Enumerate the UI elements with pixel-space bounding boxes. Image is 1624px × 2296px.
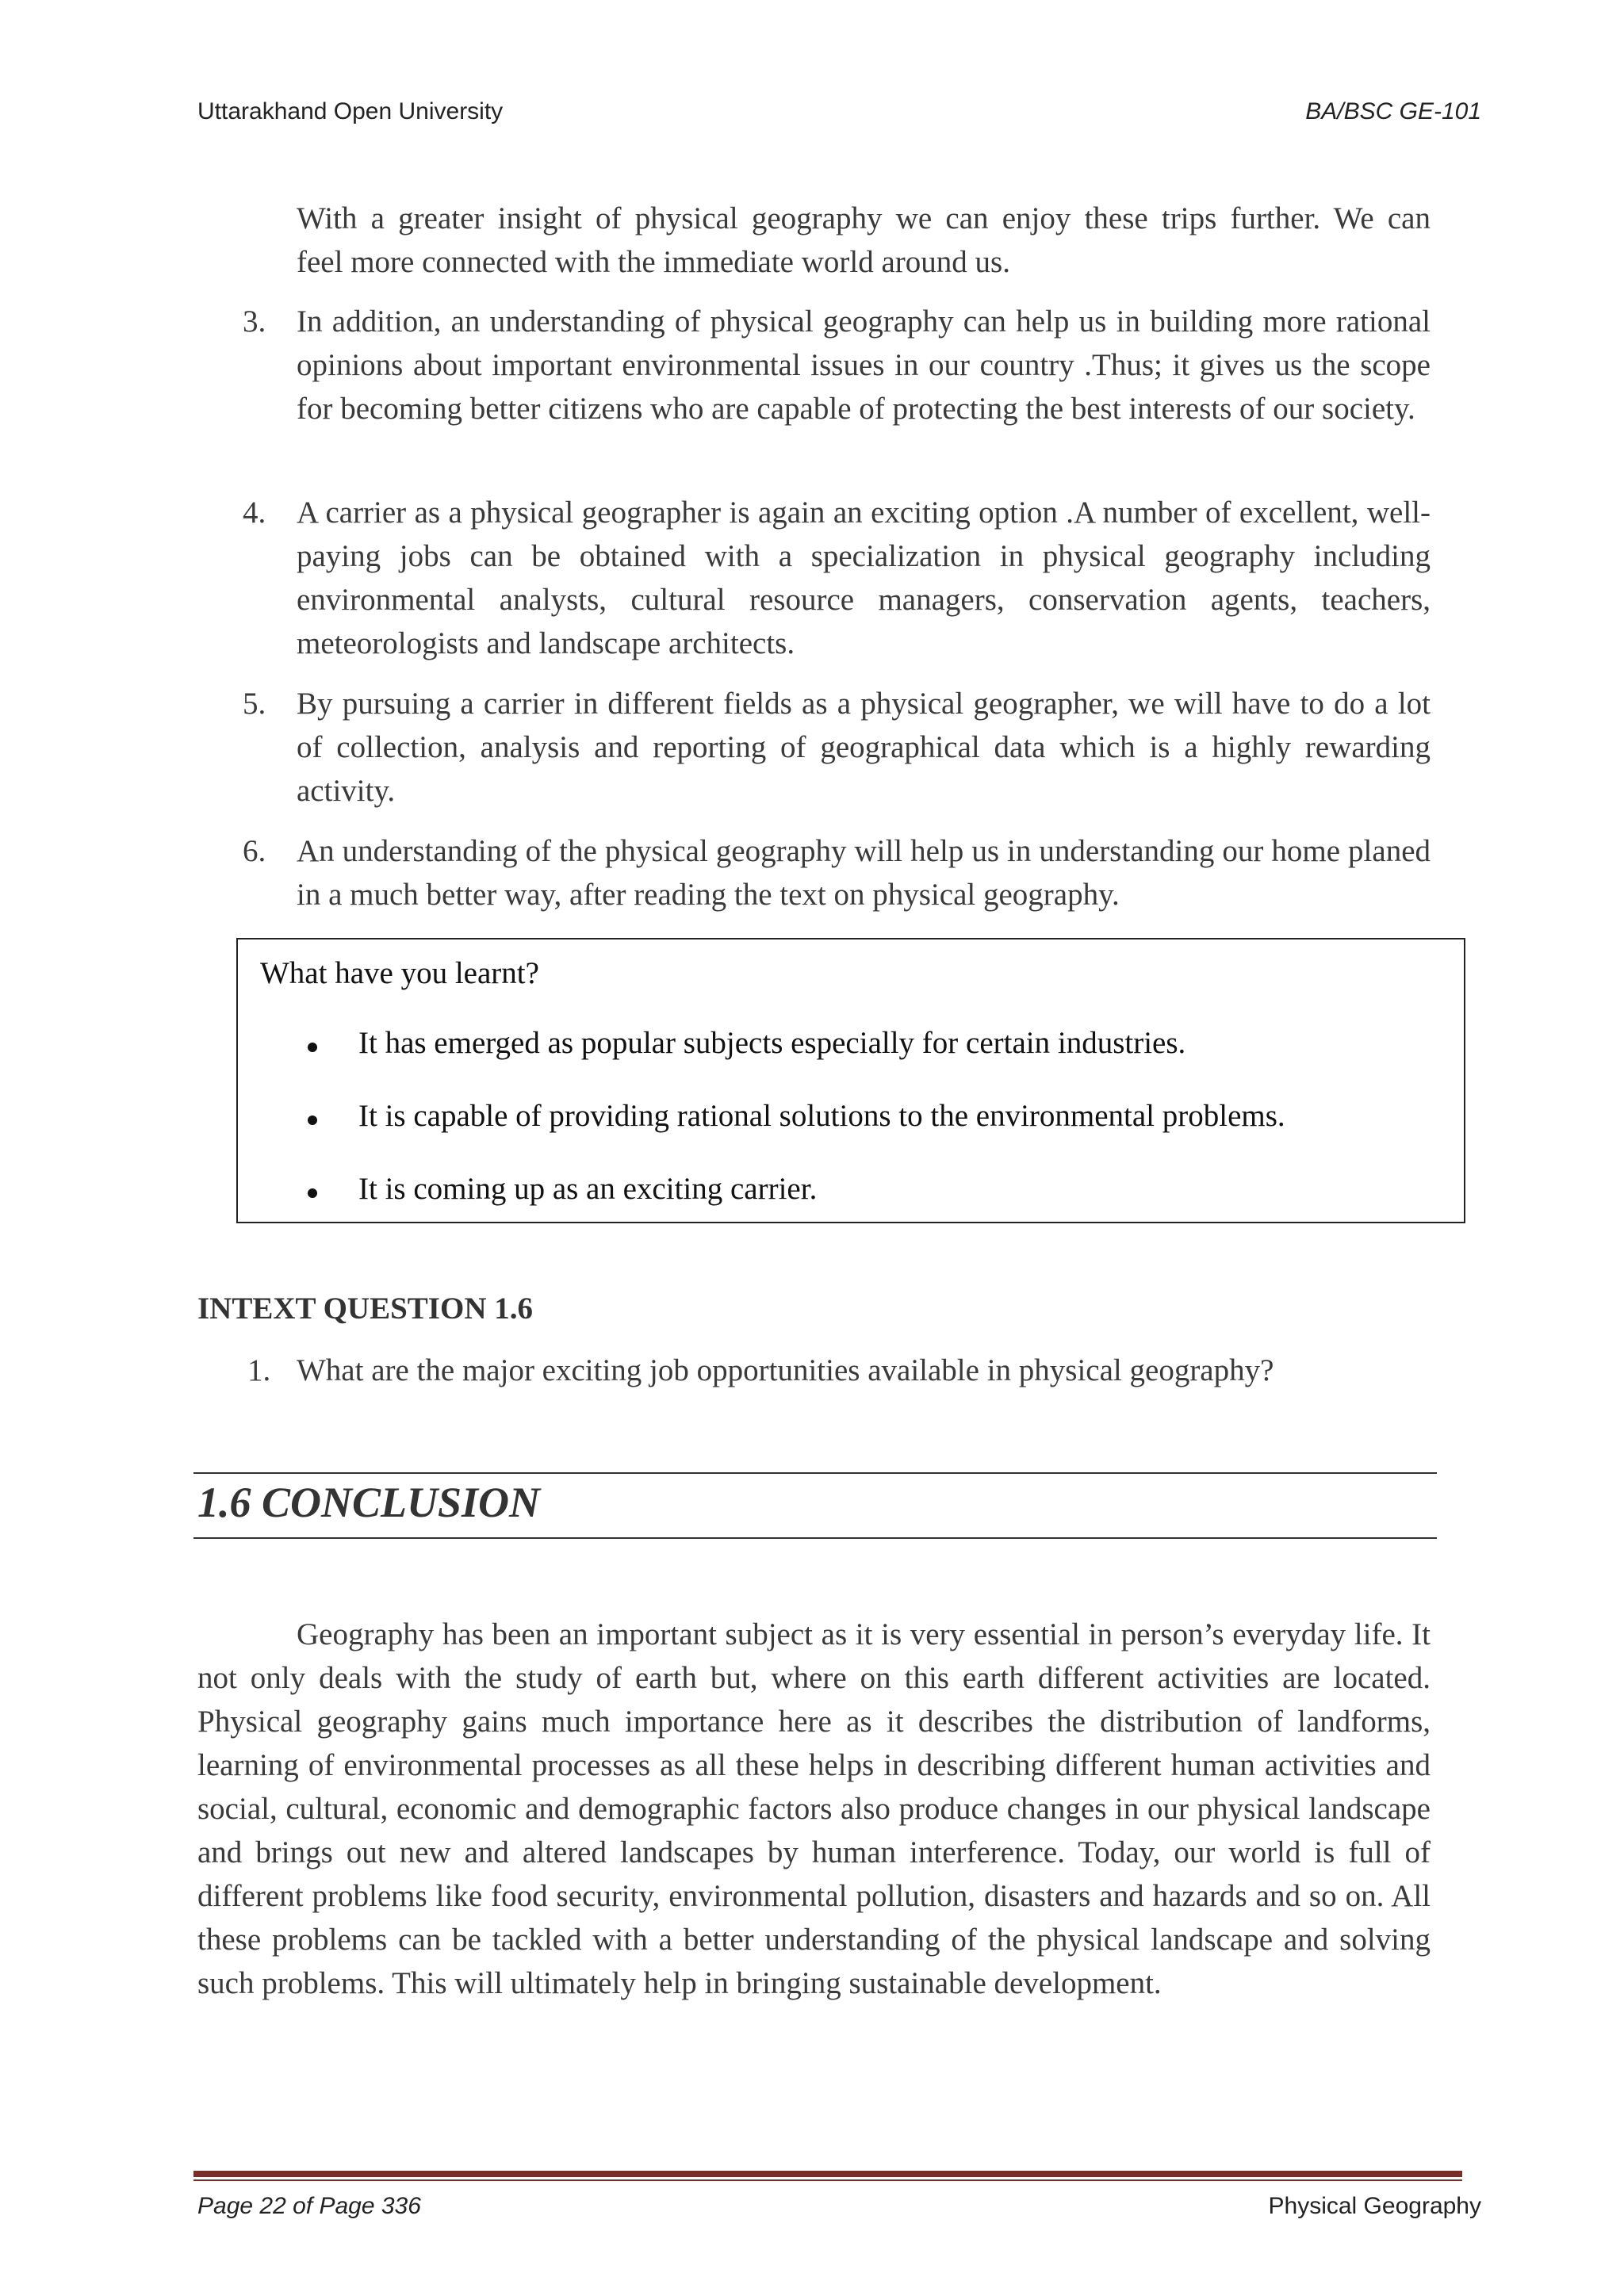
bullet-dot-icon: [308, 1043, 317, 1052]
list-item: [243, 829, 1431, 916]
footer-rule-thick: [193, 2171, 1462, 2177]
section-rule-bottom: [193, 1537, 1437, 1539]
list-item: [243, 491, 1431, 665]
header-university: Uttarakhand Open University: [197, 98, 504, 124]
box-bullet-text: It has emerged as popular subjects especially for certain industries.: [358, 1026, 1186, 1060]
footer-page-number: Page 22 of Page 336: [197, 2193, 421, 2219]
bullet-dot-icon: [308, 1115, 317, 1125]
list-number: 5.: [243, 687, 266, 721]
list-text: An understanding of the physical geography will help us in understanding our home planed in a much better way, after reading the text on physical geography.: [297, 834, 1431, 912]
list-number: 6.: [243, 834, 266, 868]
continuation-line-2: feel more connected with the immediate world around us.: [297, 245, 1010, 279]
list-text: In addition, an understanding of physical geography can help us in building more rational opinions about important environmental issues in our country .Thus; it gives us the scope for becoming better citizens who are capable of protecting the best interests of our society.: [297, 304, 1431, 426]
continuation-paragraph: [297, 197, 1431, 284]
list-item: [243, 300, 1431, 430]
header-course-code: BA/BSC GE-101: [1305, 98, 1481, 124]
what-have-you-learnt-box: [236, 938, 1465, 1223]
list-item: [243, 682, 1431, 813]
list-text: A carrier as a physical geographer is again an exciting option .A number of excellent, well-paying jobs can be obtained with a specialization in physical geography including environmental analysts, cultural resource managers, conservation agents, teachers, meteorologists and landscape architects.: [297, 496, 1431, 660]
intext-question-number: 1.: [247, 1353, 271, 1387]
conclusion-heading: 1.6 CONCLUSION: [197, 1479, 541, 1526]
intext-question-text: What are the major exciting job opportunities available in physical geography?: [297, 1353, 1274, 1387]
list-number: 3.: [243, 304, 266, 339]
box-bullet-text: It is capable of providing rational solutions to the environmental problems.: [358, 1099, 1285, 1133]
list-text: By pursuing a carrier in different fields as a physical geographer, we will have to do a lot of collection, analysis and reporting of geographical data which is a highly rewarding activity.: [297, 687, 1431, 808]
conclusion-paragraph: Geography has been an important subject as it is very essential in person’s everyday life. It not only deals with the study of earth but, where on this earth different activities are located. Physical geography gains much importance here as it describes the distribution of landforms, learning of environmental processes as all these helps in describing different human activities and social, cultural, economic and demographic factors also produce changes in our physical landscape and brings out new and altered landscapes by human interference. Today, our world is full of different problems like food security, environmental pollution, disasters and hazards and so on. All these problems can be tackled with a better understanding of the physical landscape and solving such problems. This will ultimately help in bringing sustainable development.: [197, 1617, 1431, 2000]
list-number: 4.: [243, 496, 266, 530]
footer-subject: Physical Geography: [1268, 2193, 1481, 2219]
box-bullet-text: It is coming up as an exciting carrier.: [358, 1172, 818, 1206]
section-rule-top: [193, 1472, 1437, 1474]
box-title: What have you learnt?: [260, 956, 539, 990]
footer-rule-thin: [193, 2179, 1462, 2181]
bullet-dot-icon: [308, 1188, 317, 1198]
intext-question-heading: INTEXT QUESTION 1.6: [197, 1292, 533, 1326]
continuation-line-1: With a greater insight of physical geography we can enjoy these trips further. We can: [297, 201, 1431, 235]
